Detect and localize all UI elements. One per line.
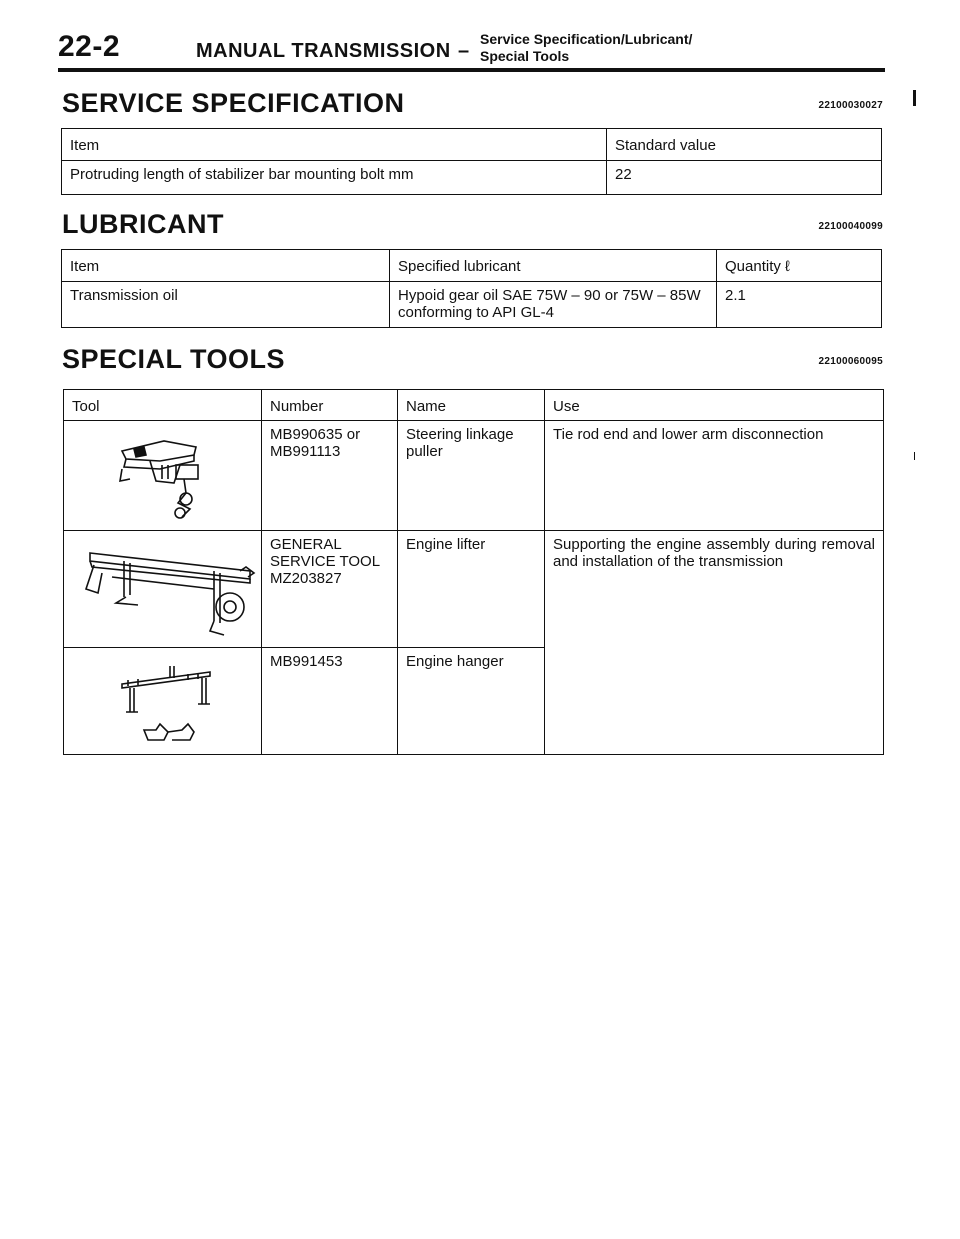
lubricant-ref: 22100040099 bbox=[818, 221, 883, 232]
header-subtitle-line2: Special Tools bbox=[480, 48, 570, 64]
tool-number-cell: MB991453 bbox=[262, 648, 398, 755]
column-header-name: Name bbox=[398, 390, 545, 421]
column-header-quantity: Quantity ℓ bbox=[717, 250, 882, 282]
engine-hanger-icon bbox=[64, 648, 262, 755]
tool-illustration-cell bbox=[64, 421, 262, 531]
service-specification-ref: 22100030027 bbox=[818, 100, 883, 111]
column-header-tool: Tool bbox=[64, 390, 262, 421]
special-tools-table bbox=[63, 389, 884, 755]
lubricant-table bbox=[61, 249, 882, 328]
service-specification-table bbox=[61, 128, 882, 195]
special-tools-ref: 22100060095 bbox=[818, 356, 883, 367]
table-row bbox=[64, 531, 884, 648]
column-header-item: Item bbox=[62, 129, 607, 161]
chapter-title: MANUAL TRANSMISSION bbox=[196, 40, 451, 62]
table-row bbox=[62, 161, 882, 195]
tool-illustration-cell bbox=[64, 531, 262, 648]
tool-use-cell: Supporting the engine assembly during removal and installation of the transmission bbox=[545, 531, 884, 755]
lubricant-quantity-cell: 2.1 bbox=[717, 282, 882, 328]
table-header-row bbox=[62, 129, 882, 161]
service-specification-title: SERVICE SPECIFICATION bbox=[62, 88, 405, 118]
tool-name-cell: Engine lifter bbox=[398, 531, 545, 648]
tool-use-cell: Tie rod end and lower arm disconnection bbox=[545, 421, 884, 531]
header-rule bbox=[58, 68, 885, 72]
table-row bbox=[62, 282, 882, 328]
scan-mark bbox=[914, 452, 915, 460]
tool-number-cell: GENERAL SERVICE TOOL MZ203827 bbox=[262, 531, 398, 648]
lubricant-item-cell: Transmission oil bbox=[62, 282, 390, 328]
steering-linkage-puller-icon bbox=[64, 421, 262, 531]
tool-number-cell: MB990635 or MB991113 bbox=[262, 421, 398, 531]
table-row bbox=[64, 421, 884, 531]
column-header-use: Use bbox=[545, 390, 884, 421]
tool-name-cell: Engine hanger bbox=[398, 648, 545, 755]
column-header-number: Number bbox=[262, 390, 398, 421]
header-dash: – bbox=[458, 40, 470, 62]
lubricant-spec-cell: Hypoid gear oil SAE 75W – 90 or 75W – 85W conforming to API GL-4 bbox=[390, 282, 717, 328]
column-header-standard-value: Standard value bbox=[607, 129, 882, 161]
column-header-specified-lubricant: Specified lubricant bbox=[390, 250, 717, 282]
special-tools-title: SPECIAL TOOLS bbox=[62, 344, 286, 374]
page-number: 22-2 bbox=[58, 30, 121, 63]
tool-name-cell: Steering linkage puller bbox=[398, 421, 545, 531]
spec-value-cell: 22 bbox=[607, 161, 882, 195]
header-subtitle-line1: Service Specification/Lubricant/ bbox=[480, 31, 693, 47]
spec-item-cell: Protruding length of stabilizer bar mounting bolt mm bbox=[62, 161, 607, 195]
table-header-row bbox=[64, 390, 884, 421]
engine-lifter-icon bbox=[64, 531, 262, 648]
lubricant-title: LUBRICANT bbox=[62, 209, 224, 239]
table-header-row bbox=[62, 250, 882, 282]
scan-mark bbox=[913, 90, 916, 106]
tool-illustration-cell bbox=[64, 648, 262, 755]
column-header-item: Item bbox=[62, 250, 390, 282]
